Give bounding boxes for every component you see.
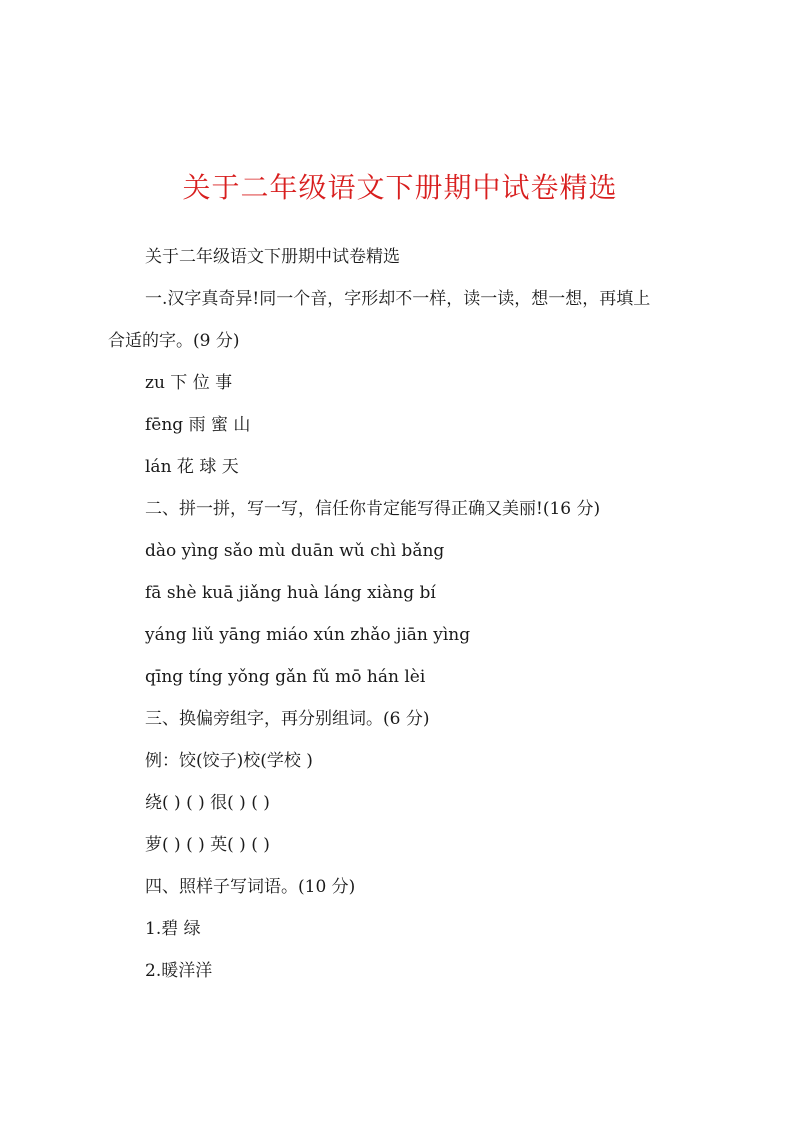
section1-row-lan: lán 花 球 天	[145, 457, 239, 477]
section3-heading: 三、换偏旁组字，再分别组词。(6 分)	[145, 709, 430, 729]
section3-row: 萝( ) ( ) 英( ) ( )	[145, 835, 270, 855]
section1-row-zu: zu 下 位 事	[145, 373, 233, 393]
section2-row: fā shè kuā jiǎng huà láng xiàng bí	[145, 583, 436, 603]
section2-heading: 二、拼一拼，写一写，信任你肯定能写得正确又美丽!(16 分)	[145, 499, 601, 519]
section1-heading-line1: 一.汉字真奇异!同一个音，字形却不一样，读一读，想一想，再填上	[145, 289, 651, 309]
section4-row: 1.碧 绿	[145, 919, 201, 939]
section2-row: yáng liǔ yāng miáo xún zhǎo jiān yìng	[145, 625, 471, 645]
section3-row: 绕( ) ( ) 很( ) ( )	[145, 793, 270, 813]
section2-row: qīng tíng yǒng gǎn fǔ mō hán lèi	[145, 667, 426, 687]
document-title: 关于二年级语文下册期中试卷精选	[182, 171, 618, 204]
section4-row: 2.暖洋洋	[145, 961, 213, 981]
section1-heading-line2: 合适的字。(9 分)	[108, 331, 240, 351]
section4-heading: 四、照样子写词语。(10 分)	[145, 877, 356, 897]
section2-row: dào yìng sǎo mù duān wǔ chì bǎng	[145, 541, 445, 561]
document-subtitle: 关于二年级语文下册期中试卷精选	[145, 247, 400, 267]
section3-example: 例：饺(饺子)校(学校 )	[145, 751, 313, 771]
section1-row-feng: fēng 雨 蜜 山	[145, 415, 251, 435]
